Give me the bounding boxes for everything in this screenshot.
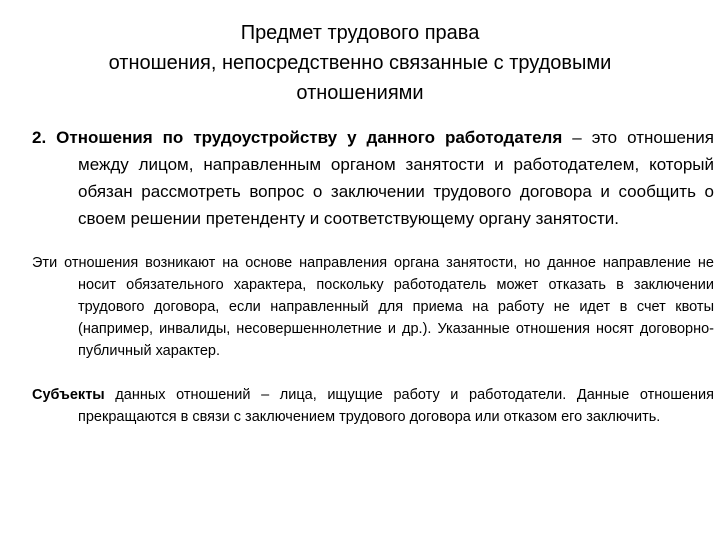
- title-line-1: Предмет трудового права: [240, 22, 480, 44]
- paragraph-subjects: [32, 384, 714, 428]
- subjects-heading: Субъекты: [32, 387, 105, 403]
- paragraph-item-2: [32, 124, 714, 232]
- title-line-3: отношениями: [296, 82, 424, 104]
- title-line-2: отношения, непосредственно связанные с трудовыми: [108, 52, 612, 74]
- slide-title: [0, 18, 720, 108]
- subjects-text: данных отношений – лица, ищущие работу и работодатели. Данные отношения прекращаются в связи с заключением трудового договора или отказом его заключить.: [78, 387, 714, 425]
- paragraph-direction: [32, 252, 714, 362]
- item-2-text: – это отношения между лицом, направленным органом занятости и работодателем, который обязан рассмотреть вопрос о заключении трудового договора и сообщить о своем решении претенденту и соответствующему органу занятости.: [78, 128, 715, 228]
- direction-text: Эти отношения возникают на основе направления органа занятости, но данное направление не носит обязательного характера, поскольку работодатель может отказать в заключении трудового договора, если направленный для приема на работу не идет в счет квоты (например, инвалиды, несовершеннолетние и др.). Указанные отношения носят договорно-публичный характер.: [32, 255, 714, 359]
- item-2-heading: 2. Отношения по трудоустройству у данного работодателя: [32, 128, 563, 147]
